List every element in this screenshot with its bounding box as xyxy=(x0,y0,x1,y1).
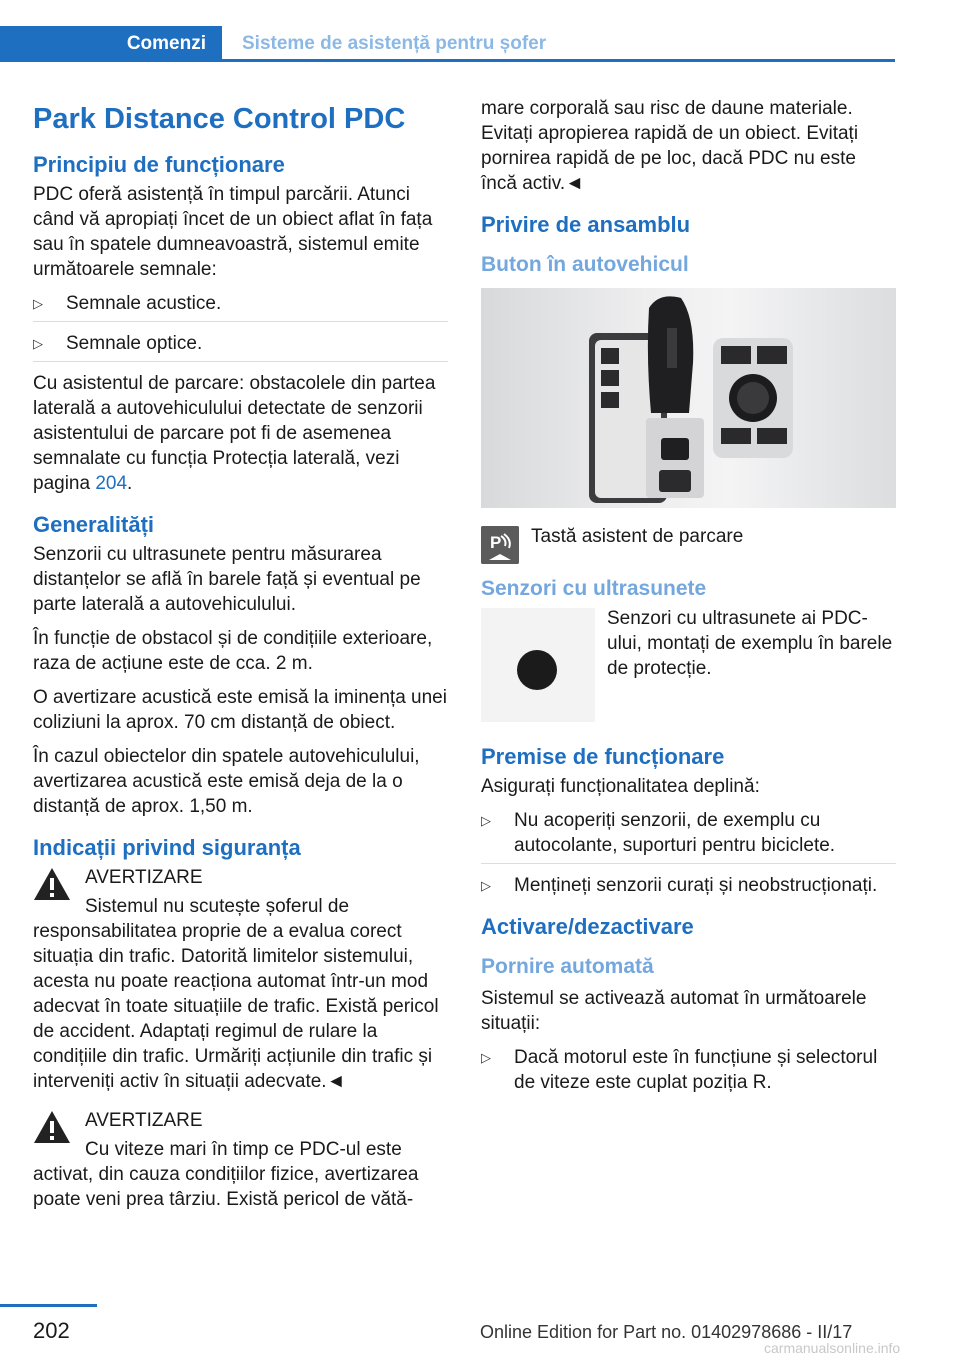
warning-text: Sistemul nu scutește șoferul de responsabilitatea proprie de a evalua corect situația din trafic. Datorită limitelor sistemului, acesta nu poate reacționa automat într-un mod adecvat în toate situațiile de trafic. Există pericol de accident. Adaptați regimul de rulare la condițiile din trafic. Urmăriți acțiunile din trafic și interveniți activ în situații adecvate.◄ xyxy=(33,896,439,1092)
chapter-label: Comenzi xyxy=(126,33,206,54)
page-title: Park Distance Control PDC xyxy=(33,103,406,135)
footer-rule xyxy=(0,1304,97,1307)
paragraph-auto: Sistemul se activează automat în următoarele situații: xyxy=(481,988,867,1034)
heading-auto: Pornire automată xyxy=(481,955,654,978)
chapter-tab xyxy=(0,26,222,62)
parking-assist-icon xyxy=(481,526,519,564)
warning-block xyxy=(33,1108,448,1212)
paragraph-general-3: O avertizare acustică este emisă la iminența unei coliziuni la aprox. 70 cm distanță de obiect. xyxy=(33,687,447,733)
caption-row xyxy=(481,522,896,562)
heading-principle: Principiu de funcționare xyxy=(33,152,285,177)
console-illustration xyxy=(481,288,896,508)
heading-button: Buton în autovehicul xyxy=(481,253,689,276)
warning-title: AVERTIZARE xyxy=(85,1110,203,1131)
paragraph-premises: Asigurați funcționalitatea deplină: xyxy=(481,776,760,797)
edition-label: Online Edition for Part no. 01402978686 - II/17 xyxy=(480,1322,853,1342)
list-item: ▷ Nu acoperiți senzorii, de exemplu cu autocolante, suporturi pentru biciclete. xyxy=(481,808,896,858)
sensor-image xyxy=(481,608,595,722)
sensor-block xyxy=(481,608,896,728)
watermark: carmanualsonline.info xyxy=(764,1340,901,1356)
heading-premises: Premise de funcționare xyxy=(481,744,725,769)
divider xyxy=(481,863,896,864)
side-protection-end: . xyxy=(127,473,133,494)
page-link[interactable]: 204 xyxy=(95,473,128,494)
svg-text:P: P xyxy=(490,533,502,552)
list-item: ▷ Semnale acustice. xyxy=(33,291,448,316)
left-column xyxy=(33,96,448,1221)
sensor-icon xyxy=(517,650,557,690)
center-console-photo xyxy=(481,288,896,508)
warning-title: AVERTIZARE xyxy=(85,867,203,888)
page-header xyxy=(0,26,895,62)
list-item: ▷ Dacă motorul este în funcțiune și selectorul de viteze este cuplat poziția R. xyxy=(481,1045,896,1095)
image-caption: Tastă asistent de parcare xyxy=(531,526,744,547)
heading-safety: Indicații privind siguranța xyxy=(33,835,301,860)
page-number: 202 xyxy=(33,1318,70,1343)
list-item: ▷ Mențineți senzorii curați și neobstrucționați. xyxy=(481,873,896,898)
right-column xyxy=(481,96,896,1104)
warning-text: Cu viteze mari în timp ce PDC-ul este activat, din cauza condițiilor fizice, avertizarea poate veni prea târziu. Există pericol de vătă- xyxy=(33,1139,419,1210)
warning-block xyxy=(33,865,448,1094)
paragraph-continued: mare corporală sau risc de daune materiale. Evitați apropierea rapidă de un obiect. Evitați pornirea rapidă de pe loc, dacă PDC nu este încă activ.◄ xyxy=(481,98,859,194)
paragraph-principle: PDC oferă asistență în timpul parcării. Atunci când vă apropiați încet de un obiect aflat în fața sau în spatele dumneavoastră, sistemul emite următoarele semnale: xyxy=(33,184,433,280)
heading-general: Generalități xyxy=(33,512,155,537)
paragraph-general-2: În funcție de obstacol și de condițiile exterioare, raza de acțiune este de cca. 2 m. xyxy=(33,628,433,674)
paragraph-side-protection xyxy=(33,371,448,496)
warning-icon xyxy=(33,1110,71,1144)
list-item: ▷ Semnale optice. xyxy=(33,331,448,356)
heading-overview: Privire de ansamblu xyxy=(481,212,691,237)
divider xyxy=(33,361,448,362)
divider xyxy=(33,321,448,322)
paragraph-general-1: Senzorii cu ultrasunete pentru măsurarea distanțelor se află în barele față și eventual pe parte laterală a autovehiculului. xyxy=(33,544,421,615)
header-rule xyxy=(222,59,895,62)
paragraph-general-4: În cazul obiectelor din spatele autovehiculului, avertizarea acustică este emisă deja de la o distanță de aprox. 1,50 m. xyxy=(33,746,420,817)
section-label: Sisteme de asistență pentru șofer xyxy=(242,33,547,54)
sensor-description: Senzori cu ultrasunete ai PDC-ului, montați de exemplu în barele de protecție. xyxy=(607,608,893,679)
warning-icon xyxy=(33,867,71,901)
heading-sensors: Senzori cu ultrasunete xyxy=(481,577,707,600)
side-protection-text: Cu asistentul de parcare: obstacolele din partea laterală a autovehiculului detectate de senzorii asistentului de parcare pot fi de asemenea semnalate cu funcția Protecția laterală, vezi pagina xyxy=(33,373,436,494)
heading-activate: Activare/dezactivare xyxy=(481,914,694,939)
